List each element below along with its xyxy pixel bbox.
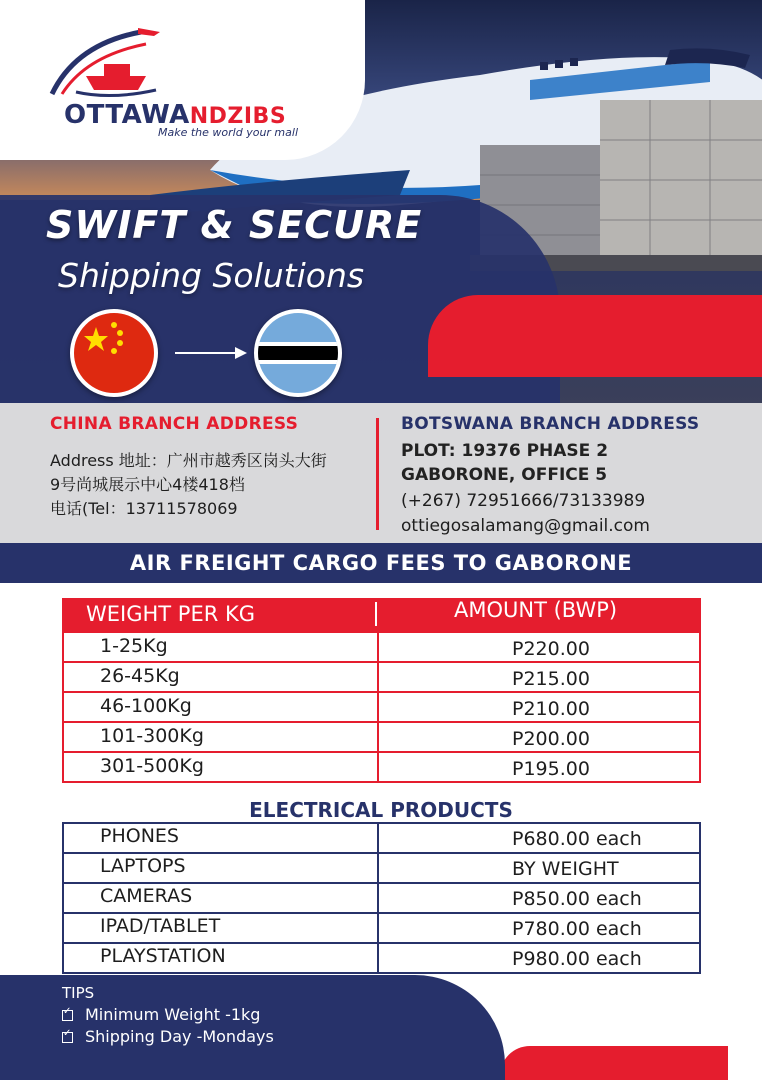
product-cell: CAMERAS	[100, 885, 193, 907]
price-cell: P780.00 each	[512, 918, 642, 940]
column-separator	[377, 753, 379, 781]
table-row	[62, 693, 701, 723]
arrow-right-icon	[175, 346, 247, 360]
price-cell: P680.00 each	[512, 828, 642, 850]
china-branch-heading: CHINA BRANCH ADDRESS	[50, 414, 299, 434]
botswana-address-line: GABORONE, OFFICE 5	[401, 465, 608, 485]
brand-name-secondary: NDZIBS	[189, 104, 287, 129]
botswana-flag-icon	[254, 309, 342, 397]
weight-cell: 26-45Kg	[100, 665, 180, 687]
table-row	[62, 914, 701, 944]
weight-cell: 301-500Kg	[100, 755, 204, 777]
product-cell: LAPTOPS	[100, 855, 186, 877]
hero-banner	[0, 0, 762, 405]
column-separator	[377, 944, 379, 972]
ship-plane-logo-icon	[46, 24, 176, 100]
logo-card	[0, 0, 365, 160]
product-cell: PLAYSTATION	[100, 945, 226, 967]
china-address-line: 9号尚城展示中心4楼418档	[50, 475, 245, 494]
price-cell: P850.00 each	[512, 888, 642, 910]
amount-cell: P195.00	[512, 758, 590, 780]
weight-cell: 101-300Kg	[100, 725, 204, 747]
checkbox-checked-icon	[62, 1010, 73, 1021]
checkbox-checked-icon	[62, 1032, 73, 1043]
header-separator	[375, 602, 377, 626]
footer-red-band	[500, 1046, 728, 1080]
botswana-address-line: PLOT: 19376 PHASE 2	[401, 441, 609, 461]
column-separator	[377, 824, 379, 852]
tips-title: TIPS	[62, 984, 95, 1002]
china-phone-line: 电话(Tel：13711578069	[50, 499, 238, 518]
column-separator	[377, 884, 379, 912]
column-separator	[377, 693, 379, 721]
table-row	[62, 884, 701, 914]
weight-table-header	[62, 598, 701, 633]
product-cell: IPAD/TABLET	[100, 915, 221, 937]
china-address-line: Address 地址：广州市越秀区岗头大街	[50, 451, 327, 470]
column-separator	[377, 914, 379, 942]
product-cell: PHONES	[100, 825, 179, 847]
weight-fee-table	[62, 598, 701, 783]
amount-cell: P215.00	[512, 668, 590, 690]
address-divider	[376, 418, 379, 530]
table-row	[62, 753, 701, 783]
botswana-branch-heading: BOTSWANA BRANCH ADDRESS	[401, 414, 700, 434]
tip-text: Minimum Weight -1kg	[85, 1005, 261, 1024]
weight-column-header: WEIGHT PER KG	[86, 602, 256, 626]
column-separator	[377, 663, 379, 691]
weight-cell: 1-25Kg	[100, 635, 168, 657]
brand-name-primary: OTTAWA	[64, 100, 190, 130]
china-flag-icon	[70, 309, 158, 397]
electrical-products-title: ELECTRICAL PRODUCTS	[249, 798, 513, 822]
botswana-email-link[interactable]: ottiegosalamang@gmail.com	[401, 516, 650, 536]
price-cell: P980.00 each	[512, 948, 642, 970]
tip-item	[62, 1005, 260, 1024]
hero-title: SWIFT & SECURE	[46, 203, 423, 247]
price-cell: BY WEIGHT	[512, 858, 619, 880]
amount-cell: P200.00	[512, 728, 590, 750]
electrical-products-table	[62, 822, 701, 974]
amount-column-header: AMOUNT (BWP)	[454, 598, 618, 622]
table-row	[62, 824, 701, 854]
tip-item	[62, 1027, 274, 1046]
column-separator	[377, 633, 379, 661]
table-row	[62, 663, 701, 693]
hero-subtitle: Shipping Solutions	[58, 256, 365, 295]
brand-tagline: Make the world your mall	[158, 126, 298, 139]
hero-red-band	[428, 295, 762, 377]
table-row	[62, 723, 701, 753]
column-separator	[377, 854, 379, 882]
fees-title-bar: AIR FREIGHT CARGO FEES TO GABORONE	[0, 543, 762, 583]
weight-cell: 46-100Kg	[100, 695, 192, 717]
table-row	[62, 633, 701, 663]
table-row	[62, 854, 701, 884]
table-row	[62, 944, 701, 974]
column-separator	[377, 723, 379, 751]
botswana-phone-line: (+267) 72951666/73133989	[401, 491, 646, 511]
tip-text: Shipping Day -Mondays	[85, 1027, 274, 1046]
amount-cell: P220.00	[512, 638, 590, 660]
amount-cell: P210.00	[512, 698, 590, 720]
